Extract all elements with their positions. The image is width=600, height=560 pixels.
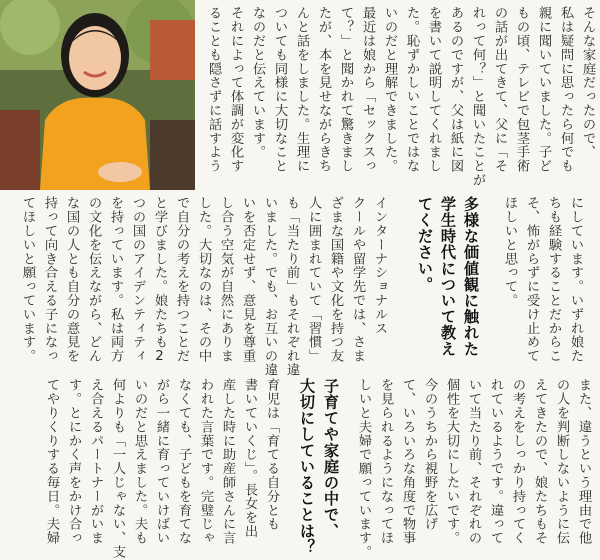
text-column: れているようです。違って	[488, 378, 503, 545]
section-heading: 大切にしていることは？	[298, 378, 316, 556]
text-column: ることも隠さずに話すよう	[206, 6, 221, 173]
text-column: 何よりも「一人じゃない、支	[110, 378, 125, 559]
article-block-middle-left	[0, 196, 400, 377]
text-column: なのだと伝えています。	[250, 6, 265, 159]
text-column: の文化を伝えながら、どん	[86, 196, 101, 363]
text-column: インターナショナルス	[372, 196, 387, 335]
text-column: なくても、子どもを育てな	[176, 378, 191, 545]
section-heading: 多様な価値観に触れた	[462, 196, 480, 357]
text-column: クールや留学先では、さま	[350, 196, 365, 363]
portrait-illustration	[0, 0, 195, 190]
portrait-photo	[0, 0, 195, 190]
text-column: そ、怖がらずに受け止めて	[524, 196, 539, 363]
text-column: 産した時に助産師さんに言	[220, 378, 235, 545]
text-column: の考えをしっかり持ってく	[510, 378, 525, 545]
text-column: ほしいと思って。	[502, 196, 517, 308]
text-column: の人を判断しないように伝	[554, 378, 569, 545]
text-column: て、いろいろな角度で物事	[400, 378, 415, 545]
text-column: いました。でも、お互いの違	[262, 196, 277, 377]
text-column: な国の人とも自分の意見を	[64, 196, 79, 363]
text-column: の話が出てきて、父に「そ	[492, 6, 507, 173]
text-column: 親に聞いていました。子ど	[536, 6, 551, 173]
text-column: 人に囲まれていて「習慣」	[306, 196, 321, 363]
text-column: つの国のアイデンティティ	[130, 196, 145, 363]
text-column: ざまな国籍や文化を持つ友	[328, 196, 343, 363]
text-column: いて当たり前、それぞれの	[466, 378, 481, 545]
text-column: と学びました。娘たちも2	[152, 196, 167, 365]
article-block-bottom-left	[0, 378, 290, 560]
text-column: 持って向き合える子になっ	[42, 196, 57, 363]
section-heading: 学生時代について教え	[439, 196, 457, 357]
text-column: いを否定せず、意見を尊重	[240, 196, 255, 363]
section-heading: 子育てや家庭の中で、	[322, 378, 340, 539]
article-block-middle-right	[400, 196, 600, 374]
text-column: ちも経験することだからこ	[546, 196, 561, 363]
text-column: えてきたので、娘たちもそ	[532, 378, 547, 545]
text-column: した。大切なのは、その中	[196, 196, 211, 363]
text-column: も「当たり前」もそれぞれ違	[284, 196, 299, 377]
text-column: を見られるようになってほ	[378, 378, 393, 545]
text-column: たが、本を見せながらきち	[316, 6, 331, 173]
text-column: てやりくりする毎日。夫婦	[44, 378, 59, 545]
text-column: 書いていくじ」。長女を出	[242, 378, 257, 539]
text-column: れって何？」と聞いたことが	[470, 6, 485, 187]
text-column: それによって体調が変化す	[228, 6, 243, 173]
text-column: にしています。いずれ娘た	[568, 196, 583, 363]
article-block-top	[196, 6, 600, 194]
text-column: いのだと思えました。夫も	[132, 378, 147, 545]
text-column: 育児は「育てる自分とも	[264, 378, 279, 531]
text-column: ついても同様に大切なこと	[272, 6, 287, 173]
text-column: 私は疑問に思ったら何でも	[558, 6, 573, 173]
text-column: え合えるパートナーがいま	[88, 378, 103, 545]
text-column: 今のうちから視野を広げ	[422, 378, 437, 531]
text-column: てほしいと願っています。	[20, 196, 35, 363]
text-column: す。とにかく声をかけ合っ	[66, 378, 81, 545]
text-column: しいと夫婦で願っています。	[356, 378, 371, 559]
text-column: を書いて説明してくれまし	[426, 6, 441, 173]
text-column: がら一緒に育っていけばい	[154, 378, 169, 545]
text-column: われた言葉です。完璧じゃ	[198, 378, 213, 545]
text-column: し合う空気が自然にありま	[218, 196, 233, 363]
text-column: を持っています。私は両方	[108, 196, 123, 363]
text-column: た。恥ずかしいことではな	[404, 6, 419, 173]
text-column: また、違うという理由で他	[576, 378, 591, 545]
text-column: て？」と聞かれて驚きまし	[338, 6, 353, 173]
text-column: そんな家庭だったので、	[580, 6, 595, 159]
section-heading: てください。	[416, 196, 434, 293]
text-column: で自分の考えを持つことだ	[174, 196, 189, 363]
text-column: いのだと理解できました。	[382, 6, 397, 173]
text-column: んと話をしました。生理に	[294, 6, 309, 173]
text-column: 最近は娘から「セックスっ	[360, 6, 375, 173]
article-block-bottom-right	[290, 378, 600, 560]
text-column: 個性を大切にしたいです。	[444, 378, 459, 545]
text-column: あるのですが、父は紙に図	[448, 6, 463, 173]
text-column: もの頃、テレビで包茎手術	[514, 6, 529, 173]
